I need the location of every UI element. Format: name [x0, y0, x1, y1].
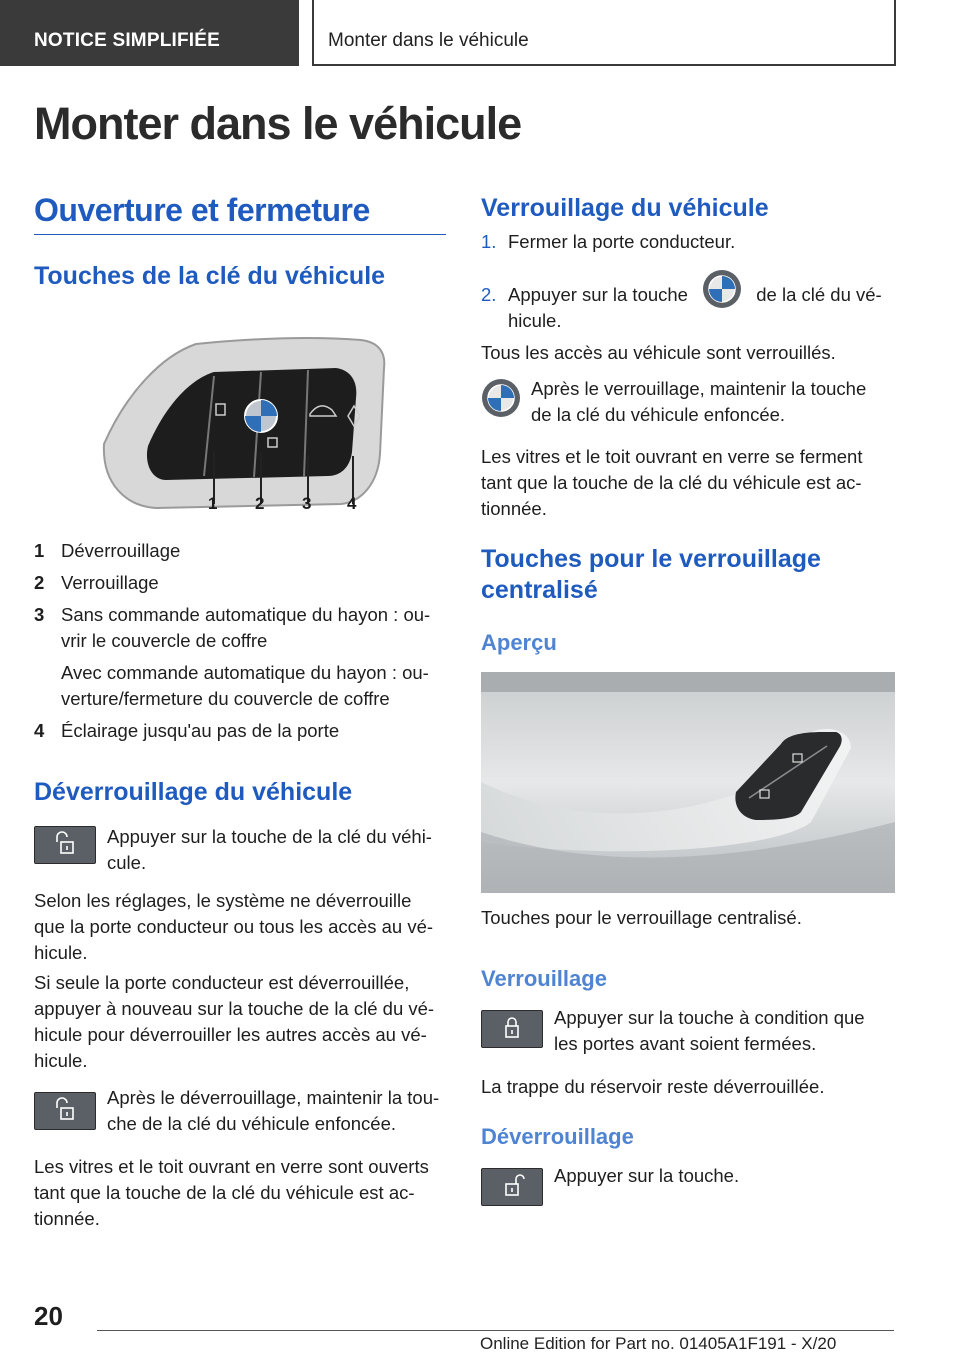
legend-item — [34, 718, 446, 744]
step-text: hicule. — [508, 310, 562, 331]
figure-number: 3 — [302, 494, 312, 513]
text-line: Selon les réglages, le système ne déverrouille — [34, 890, 412, 911]
text-line: Si seule la porte conducteur est déverrouillée, — [34, 972, 410, 993]
text-line: appuyer à nouveau sur la touche de la clé du vé- — [34, 998, 435, 1019]
bmw-logo-icon — [481, 378, 521, 423]
hold-instruction — [107, 1085, 447, 1137]
step-text: de la clé du vé- — [756, 284, 882, 305]
all-locked-text: Tous les accès au véhicule sont verrouillés. — [481, 342, 836, 363]
legend-number: 1 — [34, 540, 45, 561]
deverrouillage-heading: Déverrouillage — [481, 1124, 634, 1149]
verrouillage-heading: Verrouillage — [481, 966, 607, 991]
legend-item — [34, 570, 446, 596]
text-line: les portes avant soient fermées. — [554, 1033, 817, 1054]
step-list — [481, 282, 896, 334]
unlock-central-button-icon — [481, 1168, 543, 1206]
page-title: Monter dans le véhicule — [34, 98, 522, 149]
text-line: de la clé du véhicule enfoncée. — [531, 404, 786, 425]
unlock-button-icon — [34, 826, 96, 864]
header-section-tab: NOTICE SIMPLIFIÉE — [0, 0, 299, 66]
footer-rule — [97, 1330, 894, 1331]
text-line: Les vitres et le toit ouvrant en verre se ferment — [481, 446, 863, 467]
paragraph-settings — [34, 888, 446, 966]
page-number: 20 — [34, 1301, 63, 1331]
keys-heading: Touches de la clé du véhicule — [34, 262, 386, 290]
fuel-flap-text: La trappe du réservoir reste déverrouillée. — [481, 1076, 825, 1097]
text-line: tionnée. — [34, 1208, 100, 1229]
key-fob-illustration — [96, 334, 426, 520]
text-line: Les vitres et le toit ouvrant en verre sont ouverts — [34, 1156, 429, 1177]
legend-item — [34, 660, 446, 712]
legend-text: Déverrouillage — [61, 540, 181, 561]
text-line: que la porte conducteur ou tous les accès au vé- — [34, 916, 434, 937]
text-line: cule. — [107, 852, 147, 873]
bmw-logo-icon — [693, 285, 751, 307]
text-line: tant que la touche de la clé du véhicule est ac- — [34, 1182, 415, 1203]
paragraph-windows-close — [481, 444, 896, 522]
step-number: 1. — [481, 231, 497, 252]
unlock-instruction — [107, 824, 447, 876]
text-line: Après le verrouillage, maintenir la touche — [531, 378, 867, 399]
legend-text: verture/fermeture du couvercle de coffre — [61, 688, 390, 709]
central-locking-heading — [481, 544, 821, 606]
text-line: tant que la touche de la clé du véhicule est ac- — [481, 472, 862, 493]
photo-caption: Touches pour le verrouillage centralisé. — [481, 907, 802, 928]
heading-line: Touches pour le verrouillage — [481, 545, 821, 573]
section-heading-opening: Ouverture et fermeture — [34, 192, 370, 228]
text-line: hicule. — [34, 942, 88, 963]
lock-button-icon — [481, 1010, 543, 1048]
legend-text: Éclairage jusqu'au pas de la porte — [61, 720, 340, 741]
legend-item — [34, 538, 446, 564]
legend-text: Avec commande automatique du hayon : ou- — [61, 662, 429, 683]
paragraph-driver-door — [34, 970, 446, 1074]
text-line: Appuyer sur la touche à condition que — [554, 1007, 865, 1028]
legend-text: Sans commande automatique du hayon : ou- — [61, 604, 431, 625]
text-line: Après le déverrouillage, maintenir la tou- — [107, 1087, 440, 1108]
step-item — [481, 282, 896, 334]
header-chapter-title: Monter dans le véhicule — [312, 0, 896, 66]
apercu-heading: Aperçu — [481, 630, 557, 655]
text-line: Appuyer sur la touche de la clé du véhi- — [107, 826, 432, 847]
hold-lock-instruction — [531, 376, 896, 428]
figure-number: 2 — [255, 494, 265, 513]
legend-number: 3 — [34, 604, 45, 625]
step-text: Appuyer sur la touche — [508, 284, 688, 305]
lock-heading: Verrouillage du véhicule — [481, 194, 769, 222]
step-number: 2. — [481, 284, 497, 305]
figure-number: 1 — [208, 494, 218, 513]
figure-number: 4 — [347, 494, 357, 513]
text-line: hicule pour déverrouiller les autres accès au vé- — [34, 1024, 427, 1045]
step-text: Fermer la porte conducteur. — [508, 231, 736, 252]
legend-number: 2 — [34, 572, 45, 593]
deverrouillage-instruction: Appuyer sur la touche. — [554, 1165, 740, 1186]
legend-item — [34, 602, 446, 654]
legend-text: vrir le couvercle de coffre — [61, 630, 268, 651]
verrouillage-instruction — [554, 1005, 896, 1057]
door-panel-photo — [481, 672, 895, 893]
step-item — [481, 229, 896, 255]
text-line: hicule. — [34, 1050, 88, 1071]
step-list — [481, 229, 896, 255]
text-line: tionnée. — [481, 498, 547, 519]
footer-edition: Online Edition for Part no. 01405A1F191 - X/20 — [480, 1334, 837, 1353]
key-legend — [34, 538, 446, 744]
section-rule — [34, 234, 446, 235]
paragraph-windows-open — [34, 1154, 446, 1232]
legend-text: Verrouillage — [61, 572, 159, 593]
unlock-button-icon — [34, 1092, 96, 1130]
legend-number: 4 — [34, 720, 45, 741]
heading-line: centralisé — [481, 576, 598, 604]
unlock-heading: Déverrouillage du véhicule — [34, 778, 353, 806]
text-line: che de la clé du véhicule enfoncée. — [107, 1113, 397, 1134]
